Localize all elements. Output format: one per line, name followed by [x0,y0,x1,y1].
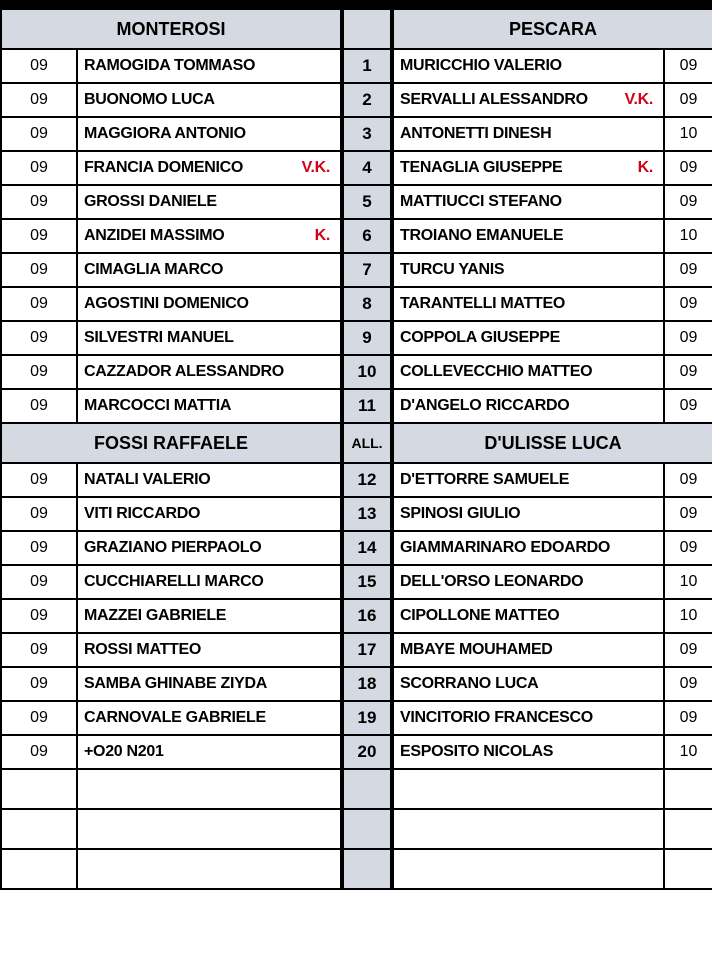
player-name-wrap [84,329,334,347]
player-name: MARCOCCI MATTIA [84,397,232,414]
player-name-cell [77,701,342,735]
empty-cell [392,849,664,889]
player-name: SCORRANO LUCA [400,675,539,692]
player-name-cell [77,463,342,497]
player-name-cell [392,497,664,531]
player-year: 09 [664,151,712,185]
player-year: 09 [1,497,77,531]
starter-row [1,355,712,389]
empty-cell [342,809,392,849]
player-name-wrap [84,607,334,625]
captain-badge: V.K. [301,159,331,176]
player-name: D'ANGELO RICCARDO [400,397,570,414]
shirt-number: 16 [342,599,392,633]
player-name-cell [77,151,342,185]
player-name-cell [77,83,342,117]
player-year: 09 [1,151,77,185]
player-name: FRANCIA DOMENICO [84,159,244,176]
player-name-wrap [400,159,657,177]
player-name-cell [392,565,664,599]
shirt-number: 10 [342,355,392,389]
player-name-cell [77,287,342,321]
player-name: MAZZEI GABRIELE [84,607,227,624]
sub-row [1,497,712,531]
starter-row [1,83,712,117]
shirt-number: 20 [342,735,392,769]
player-name: ESPOSITO NICOLAS [400,743,554,760]
player-name-wrap [84,295,334,313]
player-name-cell [392,463,664,497]
empty-row [1,809,712,849]
player-name: GROSSI DANIELE [84,193,217,210]
header-spacer [342,9,392,49]
player-name: SAMBA GHINABE ZIYDA [84,675,268,692]
player-name: SERVALLI ALESSANDRO [400,91,588,108]
player-name-cell [392,287,664,321]
player-year: 10 [664,219,712,253]
player-name-cell [77,185,342,219]
player-name: AGOSTINI DOMENICO [84,295,249,312]
player-name: CAZZADOR ALESSANDRO [84,363,284,380]
player-name: +O20 N201 [84,743,164,760]
player-year: 10 [664,599,712,633]
player-year: 09 [1,565,77,599]
sub-row [1,531,712,565]
player-name-wrap [84,193,334,211]
player-name-wrap [400,329,657,347]
player-year: 09 [664,497,712,531]
empty-cell [664,769,712,809]
empty-cell [77,849,342,889]
team-header-row [1,9,712,49]
player-name-wrap [84,641,334,659]
sub-row [1,565,712,599]
player-name-wrap [84,709,334,727]
player-name-wrap [84,397,334,415]
player-name: RAMOGIDA TOMMASO [84,57,256,74]
player-name-cell [392,531,664,565]
player-name-wrap [84,363,334,381]
player-name-wrap [400,573,657,591]
player-name-cell [77,253,342,287]
player-name-cell [392,49,664,83]
player-name-cell [392,83,664,117]
player-year: 10 [664,117,712,151]
player-year: 09 [664,701,712,735]
shirt-number: 8 [342,287,392,321]
empty-cell [392,809,664,849]
player-name-wrap [84,125,334,143]
player-name-wrap [400,397,657,415]
player-name-wrap [84,743,334,761]
player-name-cell [392,219,664,253]
player-year: 09 [1,735,77,769]
player-year: 09 [1,389,77,423]
player-name-cell [392,253,664,287]
player-name-wrap [84,261,334,279]
player-name: COLLEVECCHIO MATTEO [400,363,593,380]
starter-row [1,389,712,423]
shirt-number: 17 [342,633,392,667]
sub-row [1,667,712,701]
player-year: 09 [1,463,77,497]
player-year: 09 [1,287,77,321]
player-name-wrap [400,227,657,245]
starter-row [1,117,712,151]
player-year: 09 [664,389,712,423]
player-name: GIAMMARINARO EDOARDO [400,539,611,556]
player-year: 09 [664,463,712,497]
empty-cell [1,809,77,849]
player-name-cell [392,735,664,769]
shirt-number: 2 [342,83,392,117]
empty-cell [664,849,712,889]
player-year: 09 [664,185,712,219]
player-year: 09 [1,667,77,701]
player-name-cell [77,531,342,565]
player-name: DELL'ORSO LEONARDO [400,573,584,590]
player-name-wrap [400,57,657,75]
player-year: 09 [1,219,77,253]
player-year: 09 [1,633,77,667]
player-name-cell [392,355,664,389]
player-name-wrap [84,675,334,693]
player-name-wrap [84,57,334,75]
coach-label: ALL. [342,423,392,463]
top-border [0,0,712,8]
player-name-cell [392,701,664,735]
player-name: CIMAGLIA MARCO [84,261,224,278]
player-year: 09 [664,49,712,83]
player-name: MURICCHIO VALERIO [400,57,562,74]
player-name: VINCITORIO FRANCESCO [400,709,593,726]
player-year: 09 [664,253,712,287]
player-name: D'ETTORRE SAMUELE [400,471,570,488]
player-name-wrap [84,227,334,245]
player-name-cell [392,633,664,667]
player-name-cell [392,185,664,219]
player-name-wrap [400,91,657,109]
player-name-cell [392,667,664,701]
shirt-number: 9 [342,321,392,355]
starter-row [1,253,712,287]
shirt-number: 6 [342,219,392,253]
starter-row [1,49,712,83]
player-year: 09 [1,83,77,117]
player-name-cell [77,321,342,355]
lineup-table [0,8,712,890]
player-name-wrap [400,193,657,211]
shirt-number: 14 [342,531,392,565]
empty-cell [1,769,77,809]
shirt-number: 19 [342,701,392,735]
player-name: GRAZIANO PIERPAOLO [84,539,262,556]
player-year: 09 [1,701,77,735]
captain-badge: K. [314,227,331,244]
player-name: NATALI VALERIO [84,471,211,488]
empty-cell [77,809,342,849]
shirt-number: 12 [342,463,392,497]
shirt-number: 3 [342,117,392,151]
player-name: MAGGIORA ANTONIO [84,125,246,142]
player-name-wrap [400,363,657,381]
player-name: SILVESTRI MANUEL [84,329,234,346]
player-name-cell [77,497,342,531]
captain-badge: K. [637,159,654,176]
sub-row [1,735,712,769]
player-year: 10 [664,565,712,599]
player-name-cell [392,599,664,633]
player-year: 09 [664,633,712,667]
player-year: 09 [1,117,77,151]
team-b-coach: D'ULISSE LUCA [392,423,712,463]
player-name-wrap [400,607,657,625]
player-name-cell [77,633,342,667]
empty-row [1,769,712,809]
player-year: 09 [1,599,77,633]
player-name-cell [77,667,342,701]
player-year: 09 [664,321,712,355]
empty-cell [1,849,77,889]
shirt-number: 1 [342,49,392,83]
player-year: 09 [1,355,77,389]
player-name: CARNOVALE GABRIELE [84,709,266,726]
player-name: ANZIDEI MASSIMO [84,227,225,244]
player-name-wrap [400,641,657,659]
player-year: 09 [1,185,77,219]
player-name-wrap [400,539,657,557]
player-year: 09 [1,531,77,565]
player-name-cell [77,49,342,83]
shirt-number: 13 [342,497,392,531]
player-name-cell [392,321,664,355]
team-a-name: MONTEROSI [1,9,342,49]
player-name: TENAGLIA GIUSEPPE [400,159,563,176]
player-name-cell [77,117,342,151]
player-name-wrap [84,573,334,591]
player-name-cell [77,599,342,633]
player-name: TROIANO EMANUELE [400,227,564,244]
captain-badge: V.K. [624,91,654,108]
player-year: 09 [664,355,712,389]
player-name: VITI RICCARDO [84,505,201,522]
player-name-wrap [400,295,657,313]
empty-row [1,849,712,889]
player-year: 09 [1,253,77,287]
starter-row [1,219,712,253]
empty-cell [342,849,392,889]
player-year: 09 [664,287,712,321]
player-name: MBAYE MOUHAMED [400,641,553,658]
player-year: 09 [1,321,77,355]
shirt-number: 11 [342,389,392,423]
player-year: 09 [664,531,712,565]
player-name-wrap [84,159,334,177]
player-name-wrap [84,471,334,489]
sub-row [1,633,712,667]
player-name-wrap [400,261,657,279]
shirt-number: 5 [342,185,392,219]
player-name: ROSSI MATTEO [84,641,201,658]
player-name: MATTIUCCI STEFANO [400,193,562,210]
sub-row [1,599,712,633]
player-name-cell [77,565,342,599]
player-name-wrap [400,743,657,761]
sub-row [1,701,712,735]
player-name: BUONOMO LUCA [84,91,215,108]
player-year: 09 [1,49,77,83]
player-name: CUCCHIARELLI MARCO [84,573,264,590]
player-name-cell [77,389,342,423]
player-name-cell [77,735,342,769]
player-name-wrap [84,505,334,523]
team-b-name: PESCARA [392,9,712,49]
player-name: TURCU YANIS [400,261,505,278]
player-name-cell [77,219,342,253]
starter-row [1,287,712,321]
empty-cell [77,769,342,809]
player-name: TARANTELLI MATTEO [400,295,565,312]
player-year: 10 [664,735,712,769]
player-name: CIPOLLONE MATTEO [400,607,560,624]
player-name-cell [392,117,664,151]
starter-row [1,151,712,185]
player-name-wrap [400,471,657,489]
player-name-cell [392,151,664,185]
shirt-number: 18 [342,667,392,701]
player-name-wrap [84,539,334,557]
empty-cell [342,769,392,809]
player-year: 09 [664,83,712,117]
player-name-wrap [84,91,334,109]
player-name-wrap [400,505,657,523]
player-year: 09 [664,667,712,701]
player-name: COPPOLA GIUSEPPE [400,329,560,346]
coach-header-row [1,423,712,463]
player-name: SPINOSI GIULIO [400,505,521,522]
player-name-wrap [400,709,657,727]
player-name-cell [392,389,664,423]
starter-row [1,185,712,219]
player-name: ANTONETTI DINESH [400,125,552,142]
shirt-number: 4 [342,151,392,185]
empty-cell [664,809,712,849]
starter-row [1,321,712,355]
sub-row [1,463,712,497]
player-name-wrap [400,125,657,143]
player-name-wrap [400,675,657,693]
empty-cell [392,769,664,809]
shirt-number: 15 [342,565,392,599]
team-a-coach: FOSSI RAFFAELE [1,423,342,463]
lineup-body [1,9,712,889]
shirt-number: 7 [342,253,392,287]
player-name-cell [77,355,342,389]
